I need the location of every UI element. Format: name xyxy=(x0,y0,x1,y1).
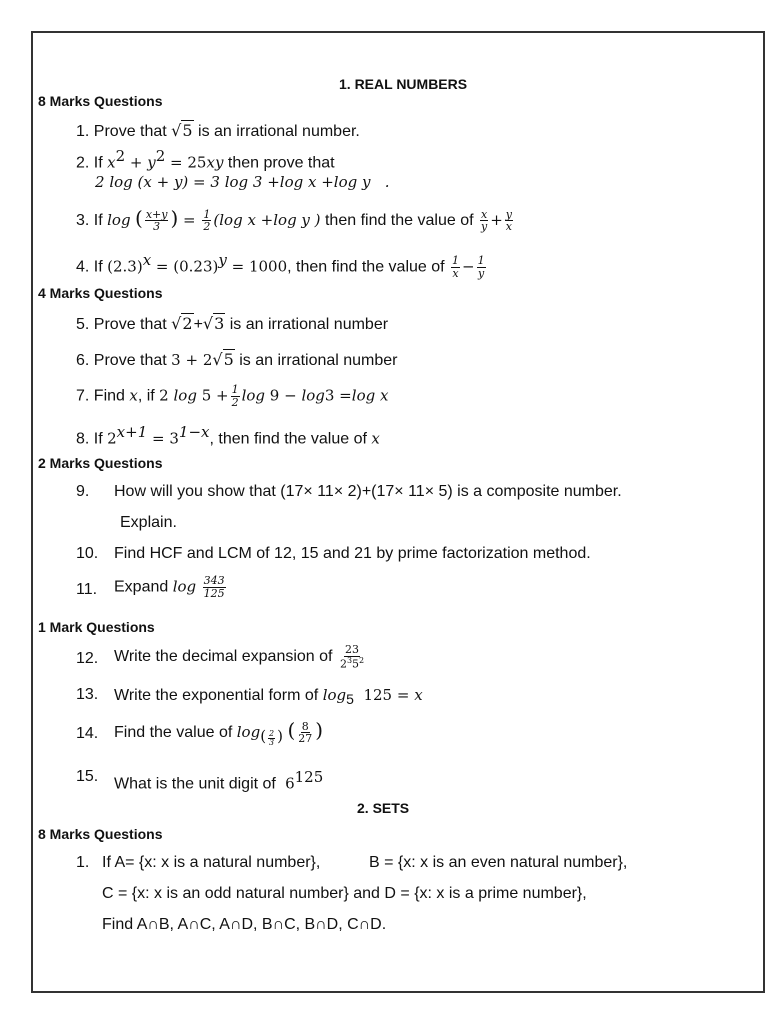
question-7: 7. Find x, if 2 log 5 + $\frac{1}{2}$ log 9 − log3 =log x xyxy=(76,383,389,409)
question-9: How will you show that (17× 11× 2)+(17× 11× 5) is a composite number. xyxy=(114,483,622,500)
question-11: Expand log $\frac{343}{125}$ xyxy=(114,574,225,600)
question-12-number: 12. xyxy=(76,650,99,667)
section-4-marks: 4 Marks Questions xyxy=(38,285,163,301)
question-8: 8. If $2^{x+1} = 3^{1-x}$, then find the value of x xyxy=(76,423,380,448)
question-12: Write the decimal expansion of $\frac{23}{2^35^2}$ xyxy=(114,643,365,671)
question-10-number: 10. xyxy=(76,545,99,562)
sets-question-1-line1b: B = {x: x is an even natural number}, xyxy=(369,854,628,871)
question-2-equation: 2 log (x + y) = 3 log 3 +log x +log y . xyxy=(95,173,390,191)
section-2-marks: 2 Marks Questions xyxy=(38,455,163,471)
sets-question-1-number: 1. xyxy=(76,854,90,871)
question-13: Write the exponential form of $\log_5 125 = x$ xyxy=(114,686,423,708)
question-4: 4. If $(2.3)^x = (0.23)^y = 1000$, then find the value of $\frac{1}{x}$ − $\frac{1}{y}$ xyxy=(76,251,485,280)
question-6: 6. Prove that 3 + 2√5 is an irrational number xyxy=(76,350,398,369)
question-3: 3. If log ( $\frac{x+y}{3}$ ) = $\frac{1}{2}$ (log x +log y ) then find the value of $\frac{x}{y}$ + $\frac{y}{x}$ xyxy=(76,206,512,234)
question-10: Find HCF and LCM of 12, 15 and 21 by prime factorization method. xyxy=(114,545,591,562)
section-1-mark: 1 Mark Questions xyxy=(38,619,155,635)
unit-title-real-numbers: 1. REAL NUMBERS xyxy=(339,76,468,92)
question-15: What is the unit digit of $6^{125}$ xyxy=(114,768,324,793)
sets-question-1-line3: Find A∩B, A∩C, A∩D, B∩C, B∩D, C∩D. xyxy=(102,916,387,933)
question-13-number: 13. xyxy=(76,686,99,703)
section-8-marks-sets: 8 Marks Questions xyxy=(38,826,163,842)
question-2: 2. If $x^2 + y^2 = 25xy$ then prove that xyxy=(76,147,335,172)
sets-question-1-line1a: If A= {x: x is a natural number}, xyxy=(102,854,321,871)
question-9-number: 9. xyxy=(76,483,90,500)
unit-title-sets: 2. SETS xyxy=(357,800,410,816)
question-11-number: 11. xyxy=(76,581,98,598)
question-14: Find the value of $\log_{( \frac{2}{3} )}$ ( $\frac{8}{27}$ ) xyxy=(114,718,324,748)
question-5: 5. Prove that √2+√3 is an irrational number xyxy=(76,314,389,333)
question-15-number: 15. xyxy=(76,768,99,785)
question-1: 1. Prove that √5 is an irrational number. xyxy=(76,121,360,140)
sets-question-1-line2: C = {x: x is an odd natural number} and D = {x: x is a prime number}, xyxy=(102,885,587,902)
section-8-marks: 8 Marks Questions xyxy=(38,93,163,109)
question-14-number: 14. xyxy=(76,725,99,742)
question-9-continued: Explain. xyxy=(120,514,177,531)
